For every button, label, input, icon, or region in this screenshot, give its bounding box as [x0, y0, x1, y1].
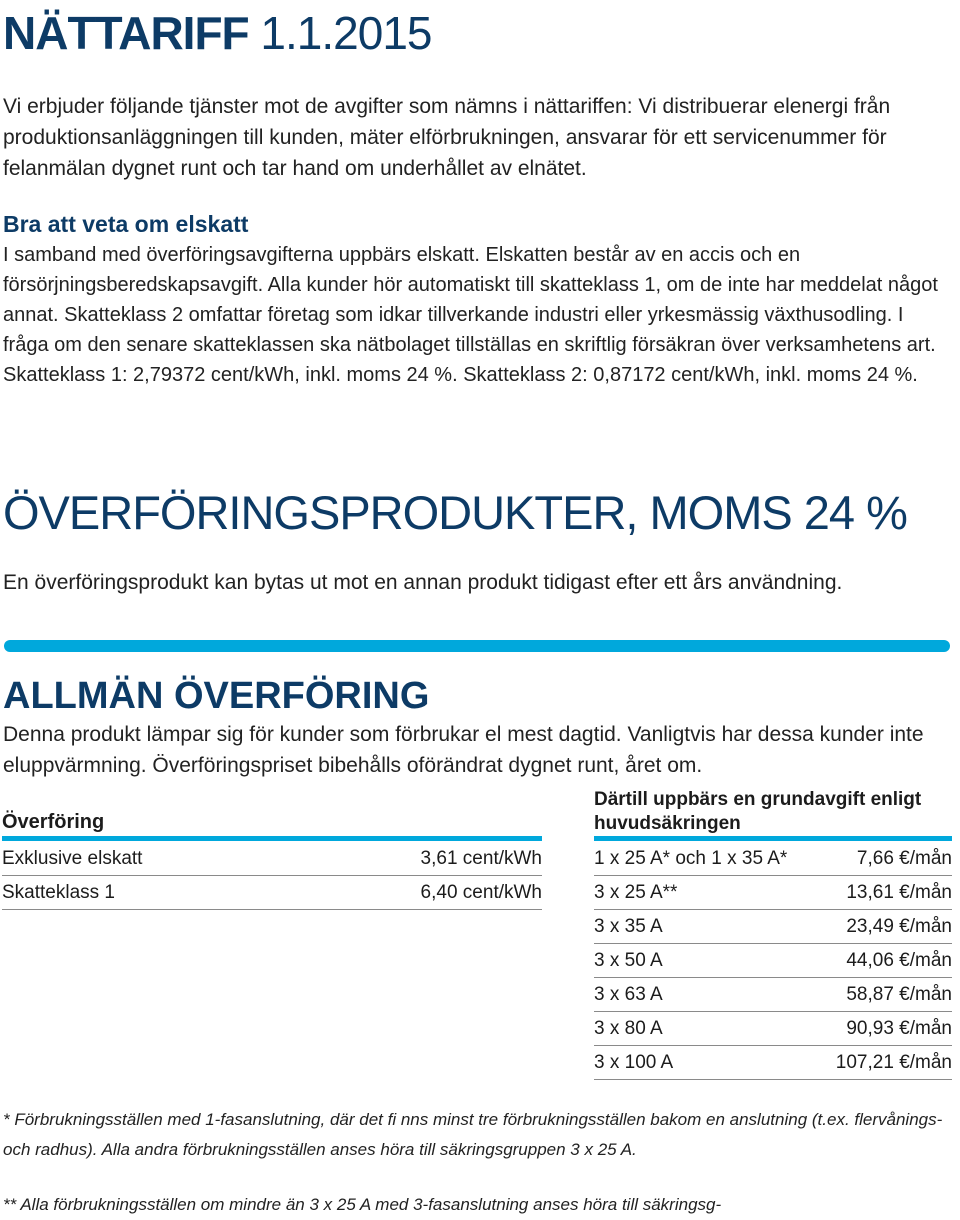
row-value: 107,21 €/mån: [835, 1051, 952, 1073]
row-label: 3 x 100 A: [594, 1051, 674, 1073]
row-label: 1 x 25 A* och 1 x 35 A*: [594, 847, 788, 869]
basic-fee-table-heading: Därtill uppbärs en grundavgift enligt huvudsäkringen: [594, 789, 922, 834]
table-row: [594, 876, 952, 910]
footnote-three-phase: ** Alla förbrukningsställen om mindre än 3 x 25 A med 3-fasanslutning anses höra till säkringsg-: [3, 1195, 722, 1214]
basic-fee-table: [594, 788, 952, 1080]
row-value: 58,87 €/mån: [846, 983, 952, 1005]
footnote-single-phase: * Förbrukningsställen med 1-fasanslutning, där det fi nns minst tre förbrukningsställen bakom en anslutning (t.ex. flervånings- och radhus). Alla andra förbrukningsställen anses höra till säkringsgruppen 3 x 25 A.: [3, 1110, 943, 1159]
table-row: [594, 1046, 952, 1080]
row-label: Exklusive elskatt: [2, 847, 143, 869]
row-value: 7,66 €/mån: [856, 847, 952, 869]
elskatt-paragraph: I samband med överföringsavgifterna uppbärs elskatt. Elskatten består av en accis och en försörjningsberedskapsavgift. Alla kunder hör automatiskt till skatteklass 1, om de inte har meddelat något annat. Skatteklass 2 omfattar företag som idkar tillverkande industri eller yrkesmässig växthusodling. I fråga om den senare skatteklassen ska nätbolaget tillställas en skriftlig försäkran över verksamhetens art. Skatteklass 1: 2,79372 cent/kWh, inkl. moms 24 %. Skatteklass 2: 0,87172 cent/kWh, inkl. moms 24 %.: [3, 244, 938, 386]
table-row: [2, 876, 542, 910]
elskatt-heading: Bra att veta om elskatt: [3, 211, 249, 237]
table-header-rule: [2, 836, 542, 841]
table-header-rule: [594, 836, 952, 841]
table-row: [594, 1012, 952, 1046]
table-row: [594, 944, 952, 978]
intro-paragraph: Vi erbjuder följande tjänster mot de avgifter som nämns i nättariffen: Vi distribuerar elenergi från produktionsanläggningen till kunden, mäter elförbrukningen, ansvarar för ett servicenummer för felanmälan dygnet runt och tar hand om underhållet av elnätet.: [3, 95, 891, 180]
row-label: 3 x 50 A: [594, 949, 663, 971]
row-value: 23,49 €/mån: [846, 915, 952, 937]
title-date: 1.1.2015: [248, 7, 432, 59]
transfer-price-table: [2, 808, 542, 910]
row-value: 3,61 cent/kWh: [420, 847, 542, 869]
title-main: NÄTTARIFF: [3, 7, 249, 59]
table-row: [594, 842, 952, 876]
row-label: 3 x 35 A: [594, 915, 663, 937]
products-heading: ÖVERFÖRINGSPRODUKTER, MOMS 24 %: [3, 486, 907, 539]
page-title: [3, 2, 431, 64]
table-row: [594, 978, 952, 1012]
row-label: 3 x 63 A: [594, 983, 663, 1005]
general-transfer-paragraph: Denna produkt lämpar sig för kunder som förbrukar el mest dagtid. Vanligtvis har dessa kunder inte eluppvärmning. Överföringspriset bibehålls oförändrat dygnet runt, året om.: [3, 723, 924, 777]
table-row: [2, 842, 542, 876]
row-label: Skatteklass 1: [2, 881, 115, 903]
transfer-table-heading: Överföring: [2, 811, 105, 833]
general-transfer-heading: ALLMÄN ÖVERFÖRING: [3, 675, 430, 717]
row-value: 6,40 cent/kWh: [420, 881, 542, 903]
row-value: 13,61 €/mån: [846, 881, 952, 903]
section-divider: [4, 640, 950, 652]
row-label: 3 x 25 A**: [594, 881, 678, 903]
row-value: 90,93 €/mån: [846, 1017, 952, 1039]
row-value: 44,06 €/mån: [846, 949, 952, 971]
table-row: [594, 910, 952, 944]
products-paragraph: En överföringsprodukt kan bytas ut mot en annan produkt tidigast efter ett års användning.: [3, 571, 843, 594]
row-label: 3 x 80 A: [594, 1017, 663, 1039]
